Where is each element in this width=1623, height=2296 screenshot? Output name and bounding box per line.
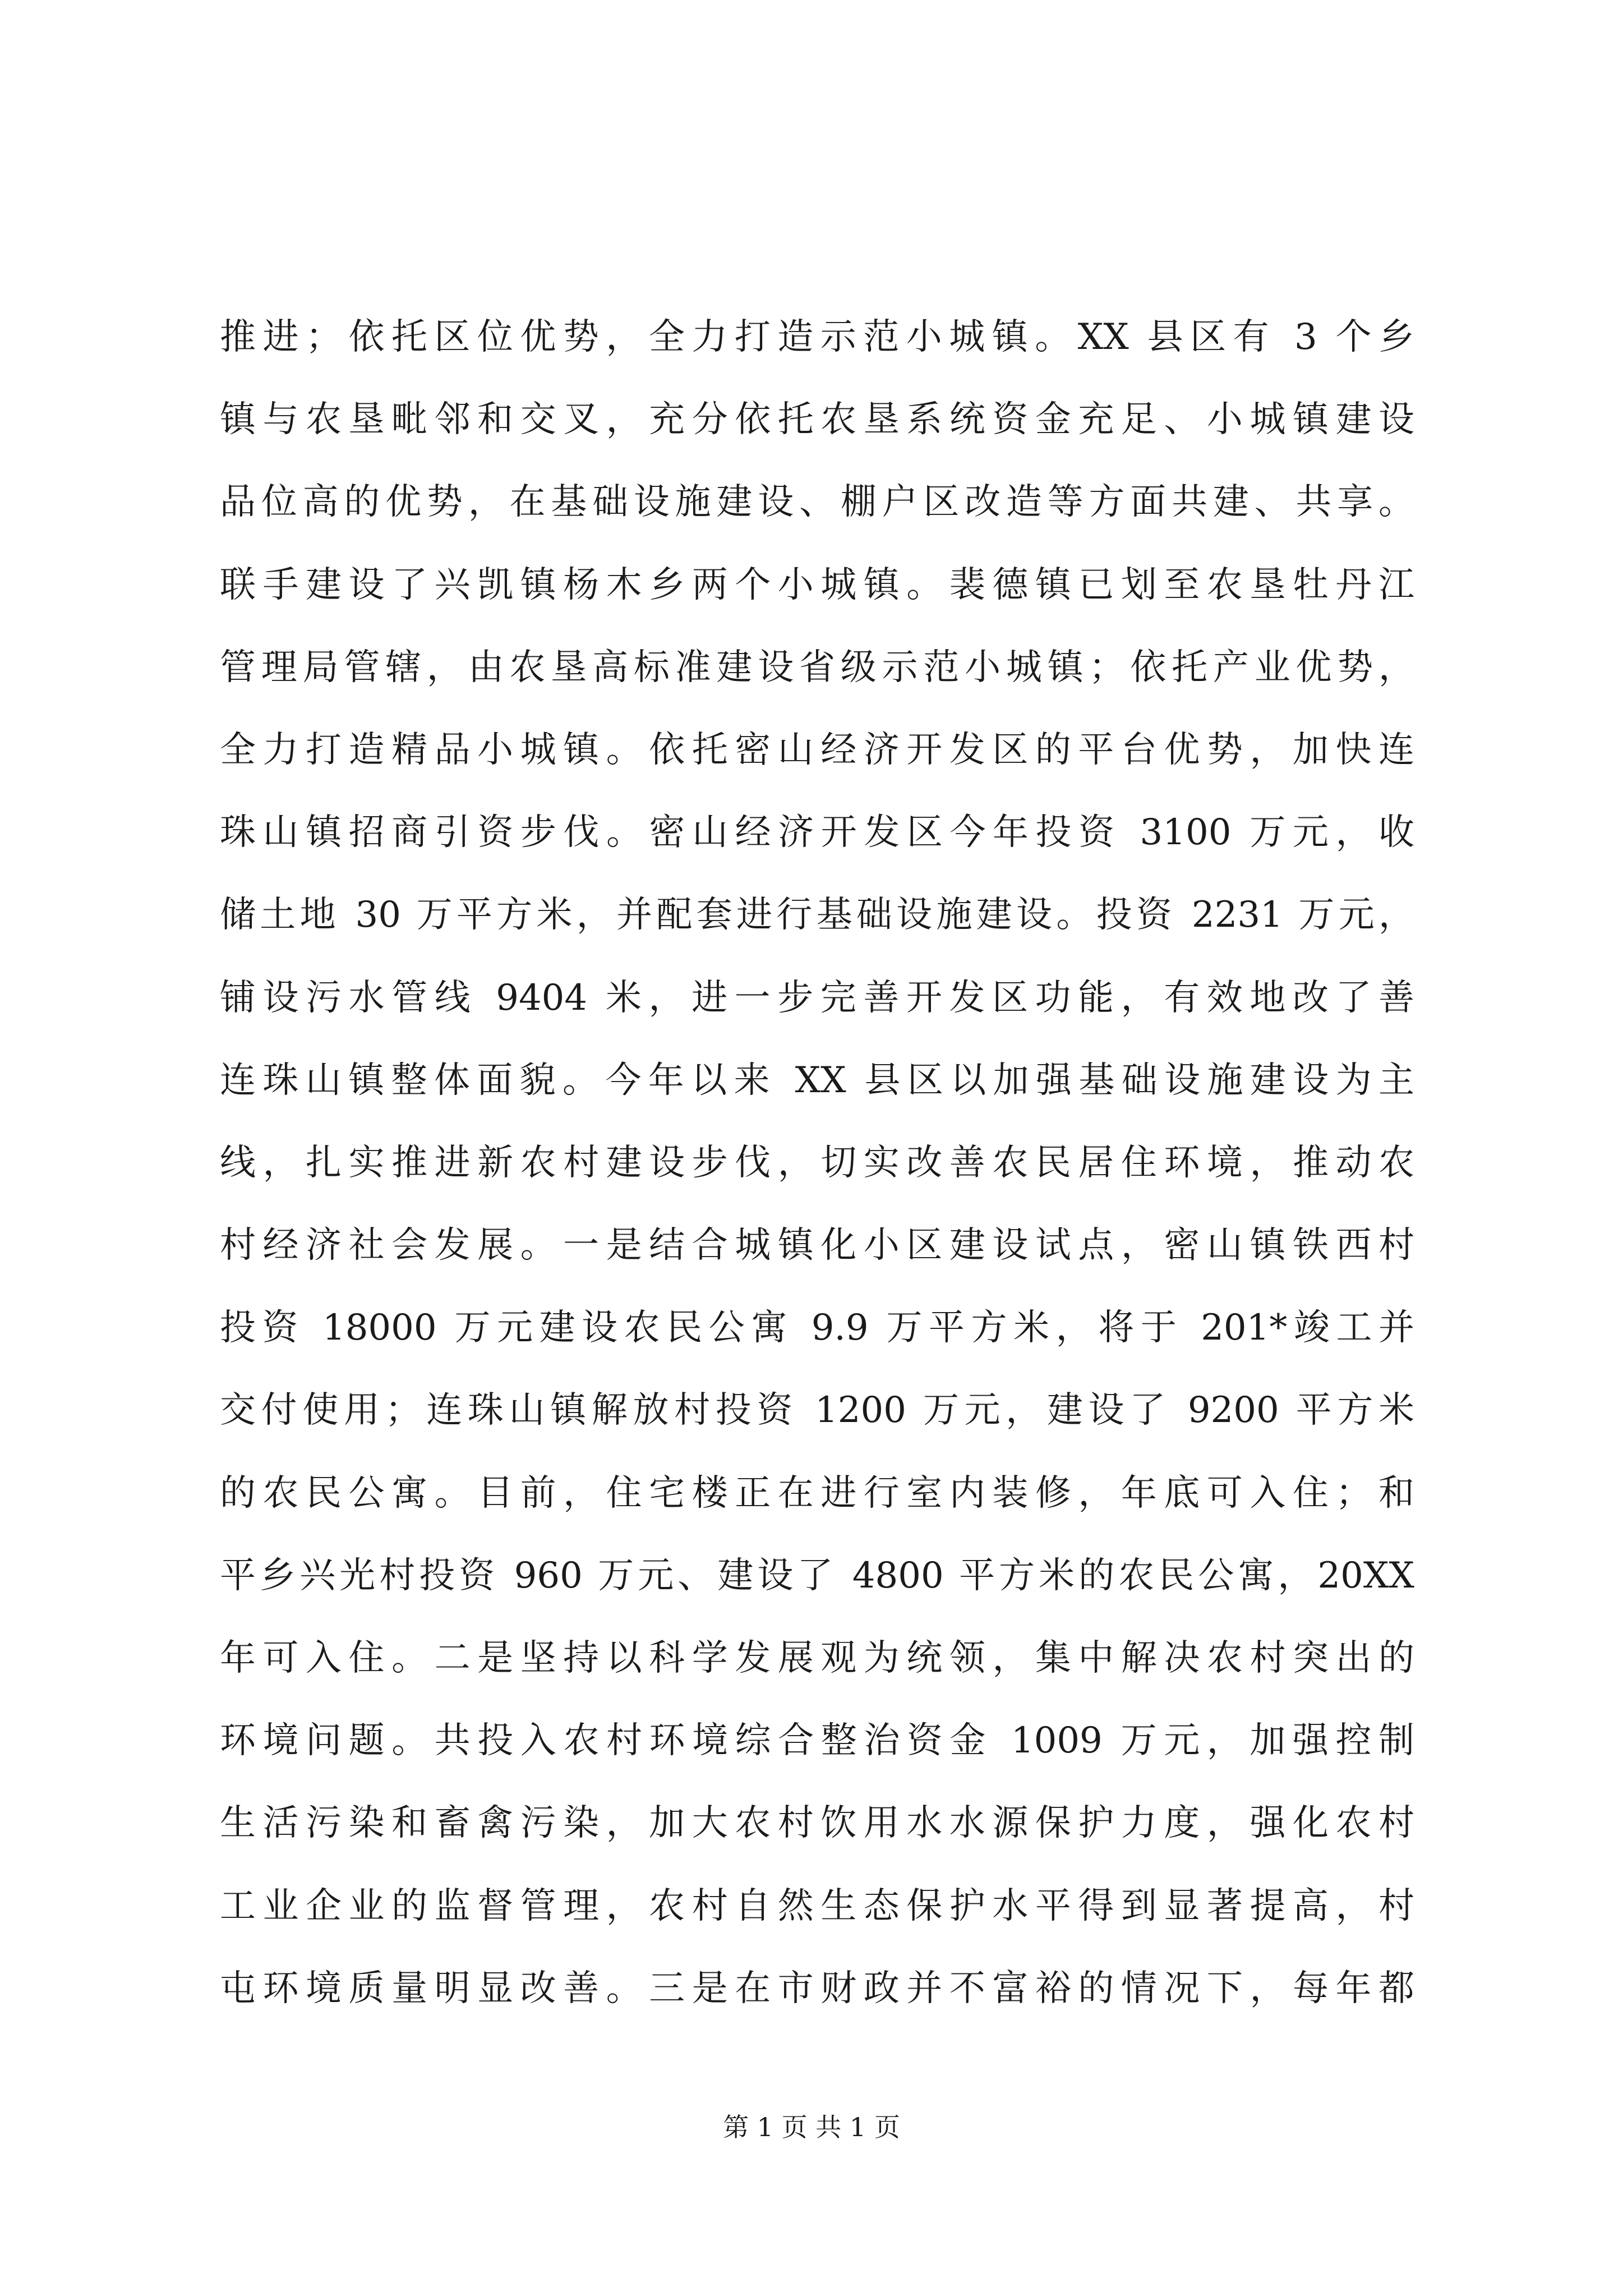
text-line: 线，扎实推进新农村建设步伐，切实改善农民居住环境，推动农 <box>220 1142 1414 1184</box>
text-line: 生活污染和畜禽污染，加大农村饮用水水源保护力度，强化农村 <box>220 1802 1414 1844</box>
page-footer <box>0 2110 1623 2144</box>
text-line: 环境问题。共投入农村环境综合整治资金 1009 万元，加强控制 <box>220 1720 1414 1762</box>
text-line: 的农民公寓。目前，住宅楼正在进行室内装修，年底可入住；和 <box>220 1472 1414 1514</box>
body-text <box>220 296 1414 2030</box>
text-line: 屯环境质量明显改善。三是在市财政并不富裕的情况下，每年都 <box>220 1967 1414 2009</box>
text-line: 联手建设了兴凯镇杨木乡两个小城镇。裴德镇已划至农垦牡丹江 <box>220 564 1414 606</box>
text-line: 工业企业的监督管理，农村自然生态保护水平得到显著提高，村 <box>220 1885 1414 1927</box>
text-line: 平乡兴光村投资 960 万元、建设了 4800 平方米的农民公寓，20XX <box>220 1554 1414 1596</box>
text-line: 品位高的优势，在基础设施建设、棚户区改造等方面共建、共享。 <box>220 481 1414 523</box>
text-line: 全力打造精品小城镇。依托密山经济开发区的平台优势，加快连 <box>220 729 1414 771</box>
text-line: 交付使用；连珠山镇解放村投资 1200 万元，建设了 9200 平方米 <box>220 1389 1414 1432</box>
text-line: 投资 18000 万元建设农民公寓 9.9 万平方米，将于 201*竣工并 <box>220 1307 1414 1349</box>
text-line: 镇与农垦毗邻和交叉，充分依托农垦系统资金充足、小城镇建设 <box>220 399 1414 441</box>
text-line: 铺设污水管线 9404 米，进一步完善开发区功能，有效地改了善 <box>220 977 1414 1019</box>
text-line: 年可入住。二是坚持以科学发展观为统领，集中解决农村突出的 <box>220 1637 1414 1679</box>
page-number-label: 第 1 页 共 1 页 <box>723 2112 900 2142</box>
text-line: 村经济社会发展。一是结合城镇化小区建设试点，密山镇铁西村 <box>220 1225 1414 1267</box>
text-line: 珠山镇招商引资步伐。密山经济开发区今年投资 3100 万元，收 <box>220 812 1414 854</box>
text-line: 连珠山镇整体面貌。今年以来 XX 县区以加强基础设施建设为主 <box>220 1059 1414 1101</box>
text-line: 推进；依托区位优势，全力打造示范小城镇。XX 县区有 3 个乡 <box>220 316 1414 358</box>
text-line: 储土地 30 万平方米，并配套进行基础设施建设。投资 2231 万元， <box>220 894 1414 936</box>
text-line: 管理局管辖，由农垦高标准建设省级示范小城镇；依托产业优势， <box>220 646 1414 688</box>
